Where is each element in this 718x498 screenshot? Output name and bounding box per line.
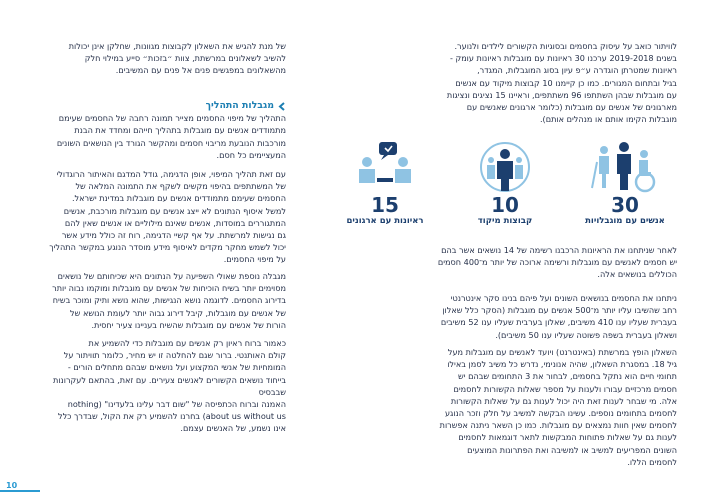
page-number-text: 10 <box>6 481 18 490</box>
text-line: להשיב לשאלונים במרשתת, צוות ״בזכות״ סייע במילוי חלק <box>84 53 286 64</box>
stat-number: 15 <box>371 193 399 217</box>
text-line: אינו נשמע, של האנשים עצמם. <box>180 423 286 434</box>
text-line: ראיונות שמטרתן הוגדרה ע״פ עיון בסוג המוגבלות, המגדר, <box>477 65 677 76</box>
text-line: התהליך של מיפוי החסמים מצייר תמונה רחבה של החסמים שעימם <box>58 113 286 124</box>
text-line: מארגונים של אנשים עם מוגבלות (כלומר ארגונים שאנשים עם <box>466 102 677 113</box>
limitations-section <box>46 100 286 161</box>
text-line: השונים המפריעים למשיב או למשיבה ואת הפתרונות המוצעים <box>467 444 677 455</box>
chevron-left-icon <box>278 102 286 111</box>
text-line: אלה. מי שבחר לענות זאת היה יכול לענות גם על שאלות הקשורות <box>450 395 677 406</box>
text-line: המעציימים כל חסם. <box>216 149 286 160</box>
stat-number: 10 <box>491 193 519 217</box>
text-line: בשנים 2019-2018 ערכנו 30 ראיונות עם מוגבלות ראיונות עומק - <box>449 53 677 64</box>
text-line: מוגבלות הקימו אותם או מנהלים אותם). <box>539 114 677 125</box>
text-line: בייחוד נושאים הקשורים לאנשים צעירים. עם זאת, בהתאם לעקרונות שבבסיס <box>52 374 286 397</box>
text-line: יכול לשמש מחקר מקדים לאיסוף מידע מוסדר הנוגע במקשר התהליך <box>49 242 286 253</box>
intro-paragraph <box>325 40 677 125</box>
text-line: הורות של אנשים עם מוגבלות שהשיח בעניינו צעיר יחסית. <box>91 319 286 330</box>
text-line: בעברית שעליו ענו 410 משיבים, שאלון בערבית שעליו ענו 52 משיבים <box>440 317 677 328</box>
support-paragraph <box>46 40 286 77</box>
text-line: רחב שהשיבו עליו יותר מ־500 אנשים עם מוגבלות (הסקר כלל שאלון <box>442 305 677 316</box>
section-heading <box>46 100 286 112</box>
stat-people <box>575 140 675 227</box>
text-line: השאלון הופץ במרשתת (באינטרנט) ויועד לאנשים עם מוגבלות מעל <box>447 347 677 357</box>
stat-label: קבוצות מיקוד <box>477 216 533 226</box>
text-line: מסוימים יותר בשיח הוכיחות של אנשים עם מוגבלות ומוקמו נבוה יותר <box>52 283 286 294</box>
stat-label: ראיונות עם ארגונים <box>346 216 424 226</box>
text-line: המומחיות של אנשי המקצוע ועל נושאים שבהם מתחלים הורים - <box>67 362 286 373</box>
text-line: לחסמים בתחומים נוספים. עשינו הבקשה למשיב על חלק וזכר הנוגע <box>444 408 677 419</box>
text-line: המתגוררים במוסדות, אנשים שאינם מילוליים או אנשים שאין להם <box>64 217 286 228</box>
text-line: תחומי חיים הוא נתקל בחסמים, לבחור את 3 התחומים שבהם יש <box>457 371 677 382</box>
text-line: מורכבות הנובעת מריבוי חסמים ומהקשר הגורד בין הנושאים השונים <box>56 137 286 148</box>
text-line: עם מוגבלות שבהן השתתפו 96 משתתפים, וראיינו 15 נציגים ונציגות <box>446 89 677 100</box>
text-line: עם זאת תהליך המיפוי, אופן הדגימה, גודל המדגם והאיתור הרוגדולי <box>56 169 286 179</box>
heading-text: מגבלות התהליך <box>205 100 274 111</box>
stat-org-interviews <box>335 140 435 227</box>
text-line: על מיפוי החסמים. <box>223 254 286 265</box>
people-with-disabilities-icon <box>575 140 675 194</box>
text-line: של המשתתפים בהיפוי מקשים לשקף את התמונה המלאה של <box>75 181 286 192</box>
questionnaire-paragraph <box>325 346 677 468</box>
page-number-bar <box>0 490 40 492</box>
text-line: כאמור ברוח ראיון רק אנשים עם מוגבלות כדי להשמיע את <box>88 338 286 348</box>
text-line: לענות גם על שאלות פתוחות המבקשות לתאר דוגמאות לחסמים <box>458 432 677 443</box>
authentic-voice-paragraph <box>46 337 286 435</box>
text-line: למשל איסוף הנתונים לא ייצג אנשים עם מוגבלות מורכבת, אנשים <box>63 205 286 216</box>
focus-group-icon <box>455 140 555 194</box>
text-line: לוויתור כואב על עיסוק בחסמים ובסוגיות הקשורים לילדים ולנוער. <box>454 41 677 51</box>
sampling-paragraph <box>46 168 286 266</box>
text-line: יש חסמים לאנשים עם מוגבלות ורשימה ארוכה של יותר מ־400 חסמים <box>437 257 677 268</box>
conversation-icon <box>335 140 435 194</box>
text-line: של מנת להגיש את השאלון לקבוצות מגוונות, שחלקן אינן יכולות <box>68 41 286 51</box>
text-line: בגיל ובתחום המגורים. כמו כן קיימנו 10 קבוצות מיקוד עם אנשים <box>455 77 677 88</box>
text-line: לאחר שניתחנו את הראיונות הרכבנו רשימה של 14 נושאים אשר בהם <box>441 245 677 255</box>
text-line: לחסמים שאין חוות נמצאים עם מוגבלות. כמו כן השאר ניתנה אפשרות <box>439 420 677 431</box>
text-line: גם נגישות למרשתת. על אף קשיי הדגימה, רוח זה כולל מידע אשר <box>61 230 286 241</box>
discourse-paragraph <box>46 270 286 331</box>
text-line: בדירוג החסמים. לדוגמה נושא הנגישות, שהוא נושא ותיק ומוכר בשיח <box>52 295 286 306</box>
stats-row <box>335 140 675 240</box>
text-line: לחסמים הללו. <box>627 456 677 467</box>
stat-label: אנשים עם מוגבלויות <box>585 216 665 226</box>
text-line: החסמים שעימם מתמודדים אנשים עם מוגבלות במדינת ישראל. <box>71 193 286 204</box>
text-line: ושאלון בעברית בשפה פשוטה שעליו ענו 50 משיבים). <box>495 329 677 340</box>
text-line: הכוללים בנושאים אלה. <box>597 269 677 280</box>
stat-focus-groups <box>455 140 555 227</box>
text-line: about us without us) בחרנו להשמיע רק את הקול, שבדרך כלל <box>57 411 286 422</box>
text-line: מתמודדים אנשים עם מוגבלות בתהליך חייהם ומחדד את הבנת <box>74 125 286 136</box>
stat-number: 30 <box>611 193 639 217</box>
survey-paragraph <box>325 292 677 341</box>
topics-paragraph <box>325 244 677 281</box>
text-line: קולם האותנטי. ברור שגם להחלטה זו יש מחיר, כלומר תוויתור על <box>63 350 286 361</box>
text-line: גיל 18. במסגרת השאלון, שהיה אנונימי, נדרש כל משיב לסמן באילו <box>447 359 677 370</box>
page-number <box>0 481 40 492</box>
text-line: האמנה וברוח הכתפיסה של "שום דבר עלינו בלעדינו" (nothing <box>67 399 286 410</box>
text-line: של אנשים עם מוגבלות, קיבל דירוג גבוה יותר לעומת הנושא של <box>70 307 286 318</box>
text-line: ניתחנו את החסמים בנושאים השונים ועל פיהם בנינו סקר אינטרנטי <box>450 293 677 303</box>
text-line: מהשאלונים במפגשים פנים אל פנים עם המשיבים. <box>115 65 286 76</box>
text-line: מגבלה נוספת שאולי השפיעה על הנתונים היא שכיחותם של נושאים <box>57 271 286 281</box>
text-line: חסמים מרכזיים עבורו ולענות על מספר שאלות הקשורות לחסמים <box>453 383 677 394</box>
